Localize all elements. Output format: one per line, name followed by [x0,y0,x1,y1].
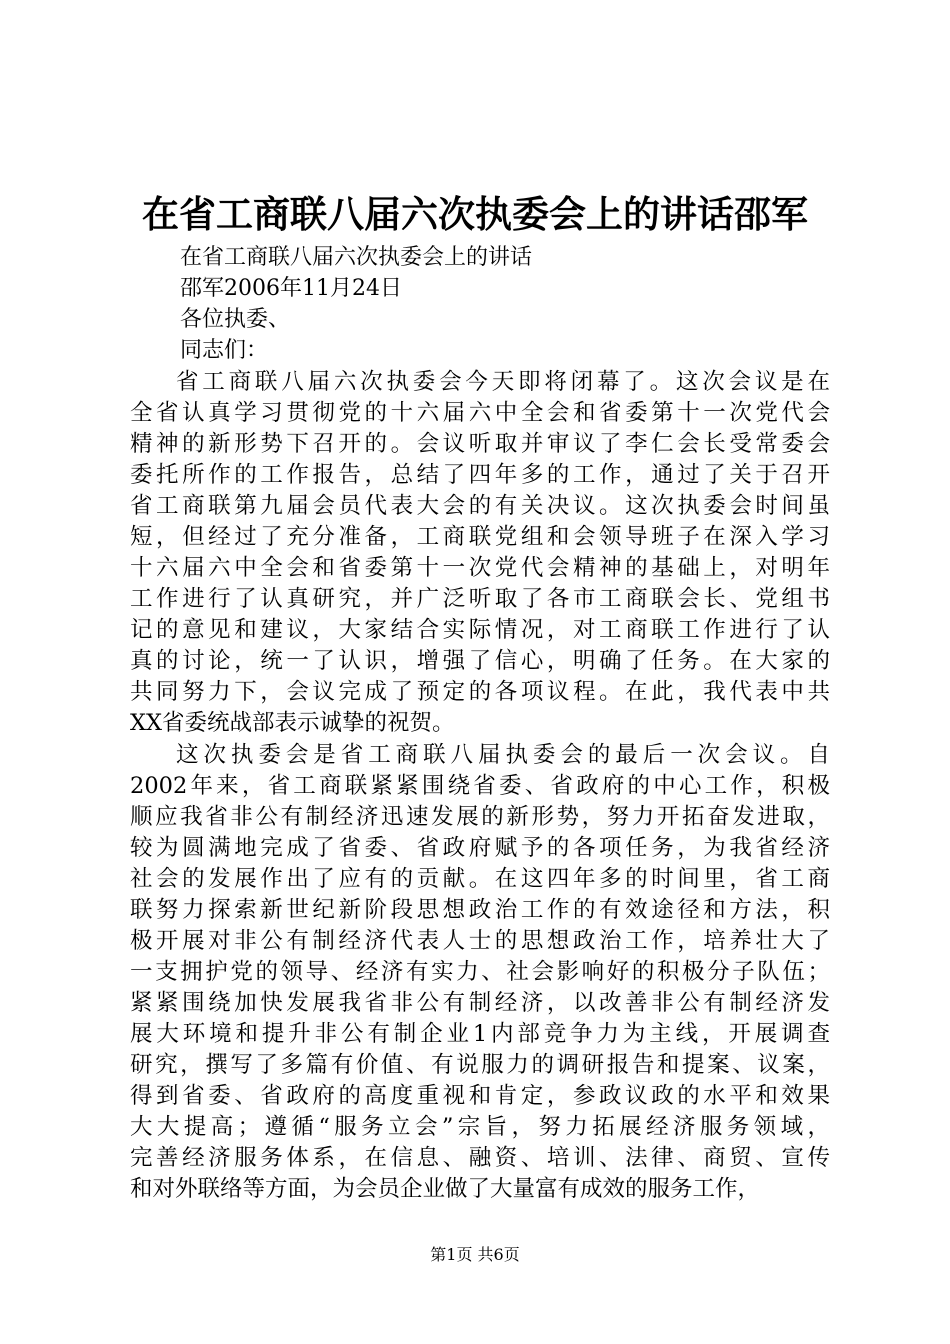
paragraph-line: 完善经济服务体系，在信息、融资、培训、法律、商贸、宣传 [130,1145,830,1171]
paragraph-line: 较为圆满地完成了省委、省政府赋予的各项任务，为我省经济 [130,835,830,861]
paragraph-line: 联努力探索新世纪新阶段思想政治工作的有效途径和方法，积 [130,897,830,923]
paragraph-line: 紧紧围绕加快发展我省非公有制经济，以改善非公有制经济发 [130,990,830,1016]
paragraph-line: 十六届六中全会和省委第十一次党代会精神的基础上，对明年 [130,555,830,581]
paragraph-line: 工作进行了认真研究，并广泛听取了各市工商联会长、党组书 [130,586,830,612]
paragraph-line: 顺应我省非公有制经济迅速发展的新形势，努力开拓奋发进取， [130,804,830,830]
document-title: 在省工商联八届六次执委会上的讲话邵军 [142,192,808,236]
author-date: 邵军2006年11月24日 [180,276,402,301]
paragraph-line: 一支拥护党的领导、经济有实力、社会影响好的积极分子队伍； [130,959,830,985]
paragraph-line: 省工商联第九届会员代表大会的有关决议。这次执委会时间虽 [130,493,830,519]
paragraph-line: 真的讨论，统一了认识，增强了信心，明确了任务。在大家的 [130,648,830,674]
paragraph-line: 全省认真学习贯彻党的十六届六中全会和省委第十一次党代会 [130,400,830,426]
paragraph-line: 展大环境和提升非公有制企业1内部竞争力为主线，开展调查 [130,1021,830,1047]
paragraph-line: 短，但经过了充分准备，工商联党组和会领导班子在深入学习 [130,524,830,550]
paragraph-line: 和对外联络等方面，为会员企业做了大量富有成效的服务工作， [130,1176,761,1202]
paragraph-line: 2002年来，省工商联紧紧围绕省委、省政府的中心工作，积极 [130,773,830,799]
paragraph-line: XX省委统战部表示诚挚的祝贺。 [130,710,455,736]
paragraph-line: 大大提高；遵循“服务立会”宗旨，努力拓展经济服务领域， [130,1114,830,1140]
salutation-line-1: 各位执委、 [180,307,291,332]
paragraph-line: 共同努力下，会议完成了预定的各项议程。在此，我代表中共 [130,679,830,705]
paragraph-line: 极开展对非公有制经济代表人士的思想政治工作，培养壮大了 [130,928,830,954]
document-subtitle: 在省工商联八届六次执委会上的讲话 [180,245,533,270]
paragraph-line: 这次执委会是省工商联八届执委会的最后一次会议。自 [176,742,830,768]
paragraph-line: 精神的新形势下召开的。会议听取并审议了李仁会长受常委会 [130,431,830,457]
salutation-line-2: 同志们： [180,338,269,363]
page-footer: 第1页 共6页 [430,1245,520,1264]
paragraph-line: 记的意见和建议，大家结合实际情况，对工商联工作进行了认 [130,617,830,643]
paragraph-line: 得到省委、省政府的高度重视和肯定，参政议政的水平和效果 [130,1083,830,1109]
paragraph-line: 委托所作的工作报告，总结了四年多的工作，通过了关于召开 [130,462,830,488]
paragraph-line: 社会的发展作出了应有的贡献。在这四年多的时间里，省工商 [130,866,830,892]
paragraph-line: 省工商联八届六次执委会今天即将闭幕了。这次会议是在 [176,369,830,395]
paragraph-line: 研究，撰写了多篇有价值、有说服力的调研报告和提案、议案， [130,1052,830,1078]
